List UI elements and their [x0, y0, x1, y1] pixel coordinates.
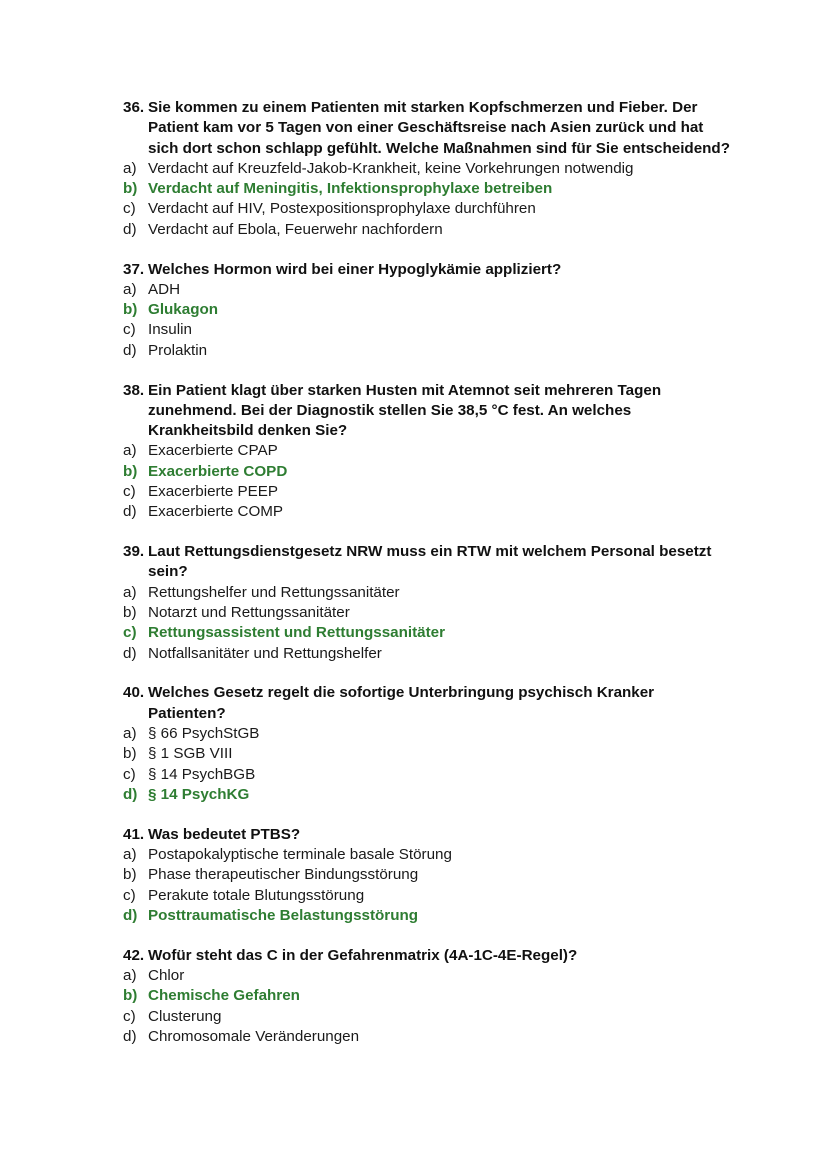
answer-text: Verdacht auf HIV, Postexpositionsprophylaxe durchführen — [148, 200, 536, 218]
answer-option — [123, 724, 733, 744]
answer-option — [123, 441, 733, 461]
question-number: 39. — [123, 543, 145, 561]
answer-letter: c) — [123, 200, 136, 218]
answer-text: Perakute totale Blutungsstörung — [148, 886, 365, 904]
answer-text: Insulin — [148, 321, 192, 339]
answer-text: Glukagon — [148, 301, 219, 319]
answer-letter: a) — [123, 280, 137, 298]
question-37 — [123, 260, 733, 361]
answer-text: § 14 PsychBGB — [148, 765, 256, 783]
question-text: Laut Rettungsdienstgesetz NRW muss ein RTW mit welchem Personal besetzt sein? — [148, 543, 712, 581]
answer-text: Posttraumatische Belastungsstörung — [148, 906, 419, 924]
answer-text: Exacerbierte PEEP — [148, 483, 278, 501]
question-heading — [123, 946, 733, 966]
question-text: Sie kommen zu einem Patienten mit starken Kopfschmerzen und Fieber. Der Patient kam vor 5 Tagen von einer Geschäftsreise nach Asien zurück und hat sich dort schon schlapp gefühlt. Welche Maßnahmen sind für Sie entscheidend? — [148, 99, 730, 157]
answer-option — [123, 865, 733, 885]
question-number: 38. — [123, 381, 145, 399]
answer-letter: c) — [123, 886, 136, 904]
answer-text: Exacerbierte CPAP — [148, 442, 278, 460]
answer-text: Prolaktin — [148, 341, 208, 359]
answer-option — [123, 845, 733, 865]
question-text: Welches Hormon wird bei einer Hypoglykämie appliziert? — [148, 260, 562, 278]
answer-option-correct — [123, 785, 733, 805]
answer-text: Chemische Gefahren — [148, 987, 300, 1005]
answer-text: Verdacht auf Kreuzfeld-Jakob-Krankheit, keine Vorkehrungen notwendig — [148, 159, 634, 177]
answer-text: Rettungshelfer und Rettungssanitäter — [148, 583, 400, 601]
answer-text: Postapokalyptische terminale basale Störung — [148, 846, 452, 863]
question-41 — [123, 825, 733, 926]
question-heading — [123, 260, 733, 280]
answer-text: Exacerbierte COMP — [148, 503, 284, 521]
answer-letter: b) — [123, 866, 137, 884]
question-number: 37. — [123, 260, 145, 278]
question-text: Welches Gesetz regelt die sofortige Unterbringung psychisch Kranker Patienten? — [148, 684, 655, 722]
answer-letter: d) — [123, 906, 138, 924]
question-heading — [123, 381, 733, 442]
answer-letter: a) — [123, 725, 137, 743]
answer-text: Verdacht auf Meningitis, Infektionsprophylaxe betreiben — [148, 180, 553, 198]
answer-letter: b) — [123, 180, 138, 198]
question-40 — [123, 683, 733, 805]
answer-letter: c) — [123, 624, 137, 642]
answer-text: § 1 SGB VIII — [148, 745, 233, 763]
answer-letter: d) — [123, 644, 137, 662]
answer-letter: c) — [123, 765, 136, 783]
answer-option-correct — [123, 179, 733, 199]
answer-option — [123, 320, 733, 340]
question-39 — [123, 542, 733, 664]
answer-letter: d) — [123, 341, 137, 359]
answer-letter: d) — [123, 503, 137, 521]
answer-letter: b) — [123, 987, 138, 1005]
question-42 — [123, 946, 733, 1047]
question-heading — [123, 98, 733, 159]
answer-option-correct — [123, 300, 733, 320]
answer-option — [123, 220, 733, 240]
question-heading — [123, 683, 733, 724]
answer-option — [123, 341, 733, 361]
answer-letter: c) — [123, 321, 136, 339]
answer-letter: a) — [123, 966, 137, 984]
answer-text: Chlor — [148, 966, 185, 984]
answer-option — [123, 482, 733, 502]
answer-option-correct — [123, 462, 733, 482]
answer-letter: b) — [123, 462, 138, 480]
answer-letter: a) — [123, 442, 137, 460]
answer-letter: a) — [123, 846, 137, 863]
answer-letter: d) — [123, 1027, 137, 1045]
answer-text: § 66 PsychStGB — [148, 725, 260, 743]
answer-option — [123, 765, 733, 785]
question-number: 36. — [123, 99, 145, 116]
answer-option-correct — [123, 986, 733, 1006]
answer-letter: b) — [123, 745, 137, 763]
answer-letter: c) — [123, 483, 136, 501]
answer-option — [123, 644, 733, 664]
answer-option — [123, 603, 733, 623]
answer-text: Exacerbierte COPD — [148, 462, 288, 480]
answer-text: § 14 PsychKG — [148, 785, 250, 803]
answer-text: Rettungsassistent und Rettungssanitäter — [148, 624, 446, 642]
answer-option — [123, 966, 733, 986]
question-text: Wofür steht das C in der Gefahrenmatrix (4A-1C-4E-Regel)? — [148, 946, 578, 964]
question-text: Ein Patient klagt über starken Husten mit Atemnot seit mehreren Tagen zunehmend. Bei der Diagnostik stellen Sie 38,5 °C fest. An welches Krankheitsbild denken Sie? — [148, 381, 662, 440]
answer-option-correct — [123, 906, 733, 926]
question-number: 42. — [123, 946, 145, 964]
answer-option — [123, 1027, 733, 1047]
answer-letter: a) — [123, 583, 137, 601]
answer-text: ADH — [148, 280, 181, 298]
answer-letter: a) — [123, 159, 137, 177]
answer-option — [123, 886, 733, 906]
answer-letter: b) — [123, 604, 137, 622]
answer-option-correct — [123, 623, 733, 643]
answer-option — [123, 744, 733, 764]
answer-text: Clusterung — [148, 1007, 222, 1025]
question-list — [123, 98, 733, 1067]
answer-option — [123, 199, 733, 219]
answer-letter: d) — [123, 220, 137, 238]
answer-letter: c) — [123, 1007, 136, 1025]
answer-text: Notfallsanitäter und Rettungshelfer — [148, 644, 382, 662]
answer-text: Chromosomale Veränderungen — [148, 1027, 360, 1045]
question-heading — [123, 542, 733, 583]
question-38 — [123, 381, 733, 523]
question-number: 40. — [123, 684, 145, 702]
answer-letter: b) — [123, 301, 138, 319]
answer-option — [123, 502, 733, 522]
question-number: 41. — [123, 825, 145, 843]
answer-option — [123, 159, 733, 179]
answer-option — [123, 1007, 733, 1027]
answer-text: Phase therapeutischer Bindungsstörung — [148, 866, 419, 884]
answer-letter: d) — [123, 785, 138, 803]
answer-option — [123, 280, 733, 300]
question-text: Was bedeutet PTBS? — [148, 825, 301, 843]
question-heading — [123, 825, 733, 845]
question-36 — [123, 98, 733, 240]
answer-option — [123, 583, 733, 603]
answer-text: Verdacht auf Ebola, Feuerwehr nachfordern — [148, 220, 443, 238]
answer-text: Notarzt und Rettungssanitäter — [148, 604, 350, 622]
